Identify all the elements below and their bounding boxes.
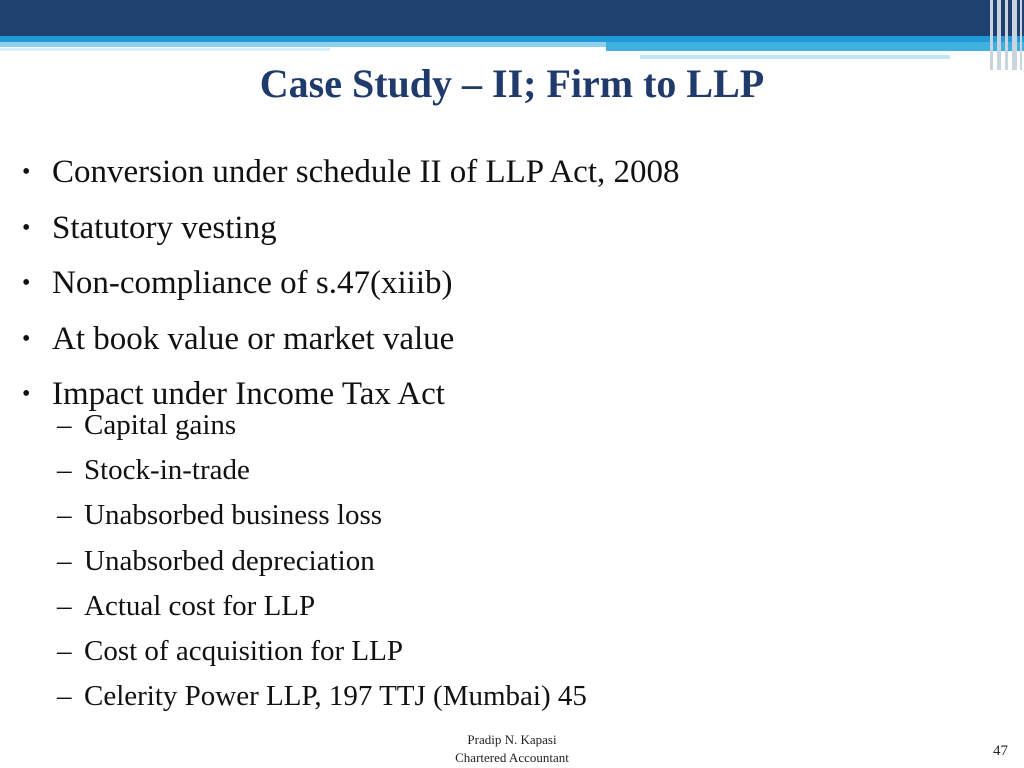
bullet-item — [22, 257, 679, 313]
sub-bullet-item — [57, 448, 587, 493]
sub-bullet-text: Actual cost for LLP — [84, 589, 316, 622]
sub-bullet-text: Stock-in-trade — [84, 454, 250, 487]
dash-icon: – — [57, 454, 72, 487]
sub-bullet-item — [57, 403, 587, 448]
dash-icon: – — [57, 499, 72, 532]
header-accent-stripe-light — [0, 42, 610, 47]
page-number: 47 — [993, 743, 1008, 759]
slide-title: Case Study – II; Firm to LLP — [259, 61, 765, 106]
bullet-icon: • — [22, 214, 31, 241]
sub-bullet-text: Cost of acquisition for LLP — [84, 635, 403, 668]
bullet-text: Non-compliance of s.47(xiiib) — [52, 265, 453, 301]
sub-bullet-item — [57, 584, 587, 629]
bullet-text: Statutory vesting — [52, 209, 277, 246]
bullet-item — [22, 202, 679, 258]
bullet-icon: • — [22, 270, 31, 296]
sub-bullet-text: Unabsorbed depreciation — [84, 544, 375, 577]
bullet-icon: • — [22, 325, 31, 352]
bullet-list — [22, 146, 679, 424]
header-band — [0, 0, 1024, 36]
bullet-text: Conversion under schedule II of LLP Act, 2008 — [52, 154, 680, 190]
bullet-icon: • — [22, 381, 31, 407]
bullet-text: Impact under Income Tax Act — [52, 376, 445, 412]
bullet-item — [22, 313, 679, 369]
footer-author-block — [412, 731, 612, 767]
footer-role: Chartered Accountant — [455, 750, 569, 765]
sub-bullet-text: Celerity Power LLP, 197 TTJ (Mumbai) 45 — [84, 680, 587, 713]
header-accent-stripe-right — [606, 42, 1024, 51]
sub-bullet-text: Unabsorbed business loss — [84, 499, 383, 532]
sub-bullet-list — [57, 403, 587, 719]
dash-icon: – — [57, 544, 72, 577]
header-accent-stripe-faint — [0, 48, 330, 51]
sub-bullet-text: Capital gains — [84, 409, 237, 441]
dash-icon: – — [57, 680, 72, 713]
bullet-icon: • — [22, 159, 31, 185]
sub-bullet-item — [57, 493, 587, 538]
dash-icon: – — [57, 589, 72, 622]
footer-author: Pradip N. Kapasi — [467, 732, 557, 747]
bullet-text: At book value or market value — [52, 320, 455, 357]
dash-icon: – — [57, 635, 72, 668]
sub-bullet-item — [57, 629, 587, 674]
bullet-item — [22, 146, 679, 202]
header-accent-stripe-thin — [640, 55, 950, 59]
sub-bullet-item — [57, 674, 587, 719]
sub-bullet-item — [57, 539, 587, 584]
dash-icon: – — [57, 409, 72, 441]
